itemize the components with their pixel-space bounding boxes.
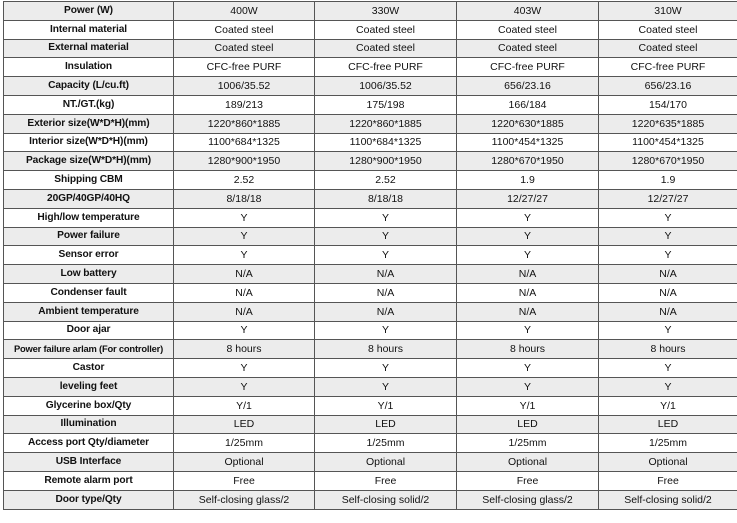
table-cell: Y	[599, 227, 737, 246]
table-row	[4, 58, 737, 77]
table-cell: 403W	[457, 2, 599, 21]
table-cell: N/A	[315, 265, 457, 284]
row-label: External material	[4, 39, 174, 58]
row-label: Power failure arlam (For controller)	[4, 340, 174, 359]
table-cell: 175/198	[315, 95, 457, 114]
table-cell: 12/27/27	[599, 189, 737, 208]
table-cell: N/A	[457, 302, 599, 321]
table-cell: 1006/35.52	[174, 77, 315, 96]
table-cell: 1/25mm	[174, 434, 315, 453]
row-label: Remote alarm port	[4, 471, 174, 490]
table-cell: 1/25mm	[315, 434, 457, 453]
row-label: Door type/Qty	[4, 490, 174, 509]
table-cell: Coated steel	[315, 39, 457, 58]
table-cell: CFC-free PURF	[174, 58, 315, 77]
table-cell: Y	[315, 246, 457, 265]
row-label: Internal material	[4, 20, 174, 39]
table-cell: Optional	[457, 453, 599, 472]
table-cell: 310W	[599, 2, 737, 21]
table-cell: N/A	[457, 265, 599, 284]
table-cell: 1.9	[457, 171, 599, 190]
row-label: Capacity (L/cu.ft)	[4, 77, 174, 96]
table-cell: Coated steel	[457, 20, 599, 39]
table-cell: 330W	[315, 2, 457, 21]
table-cell: 154/170	[599, 95, 737, 114]
table-row	[4, 189, 737, 208]
table-cell: 1100*454*1325	[599, 133, 737, 152]
table-cell: 1100*684*1325	[315, 133, 457, 152]
table-cell: Self-closing glass/2	[174, 490, 315, 509]
table-cell: CFC-free PURF	[599, 58, 737, 77]
table-cell: 189/213	[174, 95, 315, 114]
spec-table	[3, 1, 737, 510]
row-label: Castor	[4, 359, 174, 378]
table-cell: Optional	[599, 453, 737, 472]
row-label: Glycerine box/Qty	[4, 396, 174, 415]
table-cell: Y	[315, 321, 457, 340]
table-cell: 8 hours	[599, 340, 737, 359]
table-cell: 1280*670*1950	[599, 152, 737, 171]
table-cell: 656/23.16	[457, 77, 599, 96]
table-cell: Optional	[315, 453, 457, 472]
table-row	[4, 114, 737, 133]
table-cell: Free	[599, 471, 737, 490]
row-label: Low battery	[4, 265, 174, 284]
table-cell: N/A	[599, 265, 737, 284]
table-row	[4, 283, 737, 302]
row-label: Condenser fault	[4, 283, 174, 302]
table-cell: Self-closing glass/2	[457, 490, 599, 509]
table-cell: Y	[174, 227, 315, 246]
table-cell: 1220*635*1885	[599, 114, 737, 133]
table-cell: Free	[457, 471, 599, 490]
table-cell: CFC-free PURF	[457, 58, 599, 77]
row-label: USB Interface	[4, 453, 174, 472]
table-row	[4, 133, 737, 152]
table-cell: 1006/35.52	[315, 77, 457, 96]
table-cell: Y	[174, 246, 315, 265]
table-cell: Y	[315, 227, 457, 246]
table-row	[4, 152, 737, 171]
table-cell: Y	[599, 377, 737, 396]
table-cell: 12/27/27	[457, 189, 599, 208]
table-cell: N/A	[174, 302, 315, 321]
table-cell: 8 hours	[315, 340, 457, 359]
table-cell: N/A	[315, 283, 457, 302]
table-row	[4, 246, 737, 265]
table-row	[4, 415, 737, 434]
table-cell: 2.52	[174, 171, 315, 190]
table-cell: Y	[457, 208, 599, 227]
table-cell: Y	[457, 227, 599, 246]
table-row	[4, 340, 737, 359]
row-label: Ambient temperature	[4, 302, 174, 321]
table-cell: 8 hours	[457, 340, 599, 359]
table-row	[4, 39, 737, 58]
table-cell: 1/25mm	[457, 434, 599, 453]
table-cell: 166/184	[457, 95, 599, 114]
table-cell: Y	[599, 208, 737, 227]
table-cell: N/A	[599, 283, 737, 302]
table-cell: Coated steel	[457, 39, 599, 58]
table-cell: Optional	[174, 453, 315, 472]
table-row	[4, 453, 737, 472]
table-row	[4, 2, 737, 21]
table-cell: Coated steel	[174, 20, 315, 39]
table-row	[4, 171, 737, 190]
table-cell: Y	[599, 246, 737, 265]
row-label: Access port Qty/diameter	[4, 434, 174, 453]
table-cell: Y	[174, 321, 315, 340]
row-label: 20GP/40GP/40HQ	[4, 189, 174, 208]
row-label: High/low temperature	[4, 208, 174, 227]
table-cell: Y	[315, 377, 457, 396]
table-cell: 1100*454*1325	[457, 133, 599, 152]
table-cell: Y/1	[174, 396, 315, 415]
table-cell: Y	[457, 359, 599, 378]
table-cell: 1.9	[599, 171, 737, 190]
table-row	[4, 77, 737, 96]
table-cell: N/A	[174, 265, 315, 284]
table-row	[4, 20, 737, 39]
table-cell: 1280*670*1950	[457, 152, 599, 171]
table-cell: Y/1	[457, 396, 599, 415]
row-label: Exterior size(W*D*H)(mm)	[4, 114, 174, 133]
table-cell: Coated steel	[174, 39, 315, 58]
table-cell: LED	[599, 415, 737, 434]
table-cell: Y	[457, 321, 599, 340]
table-cell: N/A	[599, 302, 737, 321]
row-label: Power failure	[4, 227, 174, 246]
table-cell: 1220*860*1885	[315, 114, 457, 133]
table-cell: Coated steel	[599, 20, 737, 39]
table-cell: LED	[315, 415, 457, 434]
table-cell: Y/1	[599, 396, 737, 415]
table-cell: 2.52	[315, 171, 457, 190]
table-cell: Y	[315, 359, 457, 378]
table-cell: 656/23.16	[599, 77, 737, 96]
row-label: Sensor error	[4, 246, 174, 265]
table-cell: Self-closing solid/2	[315, 490, 457, 509]
table-row	[4, 302, 737, 321]
table-cell: Coated steel	[315, 20, 457, 39]
table-row	[4, 208, 737, 227]
row-label: Interior size(W*D*H)(mm)	[4, 133, 174, 152]
table-cell: Free	[174, 471, 315, 490]
table-row	[4, 490, 737, 509]
table-cell: 8 hours	[174, 340, 315, 359]
table-cell: Y	[315, 208, 457, 227]
table-cell: Y	[174, 359, 315, 378]
table-cell: N/A	[457, 283, 599, 302]
row-label: Insulation	[4, 58, 174, 77]
table-cell: Y	[174, 208, 315, 227]
table-row	[4, 321, 737, 340]
table-cell: 400W	[174, 2, 315, 21]
table-cell: 1220*630*1885	[457, 114, 599, 133]
table-cell: Y	[599, 359, 737, 378]
row-label: Door ajar	[4, 321, 174, 340]
row-label: Power (W)	[4, 2, 174, 21]
table-row	[4, 95, 737, 114]
spec-table-body	[4, 2, 737, 510]
row-label: Package size(W*D*H)(mm)	[4, 152, 174, 171]
table-cell: Y/1	[315, 396, 457, 415]
table-cell: Y	[457, 246, 599, 265]
table-cell: Y	[174, 377, 315, 396]
table-cell: Free	[315, 471, 457, 490]
table-cell: N/A	[315, 302, 457, 321]
table-cell: 8/18/18	[174, 189, 315, 208]
table-cell: 1280*900*1950	[174, 152, 315, 171]
table-cell: 8/18/18	[315, 189, 457, 208]
table-cell: Self-closing solid/2	[599, 490, 737, 509]
table-row	[4, 396, 737, 415]
table-cell: Y	[599, 321, 737, 340]
table-row	[4, 471, 737, 490]
table-cell: Coated steel	[599, 39, 737, 58]
table-cell: LED	[457, 415, 599, 434]
row-label: Shipping CBM	[4, 171, 174, 190]
row-label: NT./GT.(kg)	[4, 95, 174, 114]
table-row	[4, 265, 737, 284]
table-cell: N/A	[174, 283, 315, 302]
table-row	[4, 359, 737, 378]
table-row	[4, 377, 737, 396]
table-cell: 1/25mm	[599, 434, 737, 453]
table-cell: CFC-free PURF	[315, 58, 457, 77]
row-label: Illumination	[4, 415, 174, 434]
table-row	[4, 434, 737, 453]
table-cell: 1280*900*1950	[315, 152, 457, 171]
table-cell: 1100*684*1325	[174, 133, 315, 152]
table-cell: LED	[174, 415, 315, 434]
row-label: leveling feet	[4, 377, 174, 396]
table-cell: Y	[457, 377, 599, 396]
table-cell: 1220*860*1885	[174, 114, 315, 133]
table-row	[4, 227, 737, 246]
